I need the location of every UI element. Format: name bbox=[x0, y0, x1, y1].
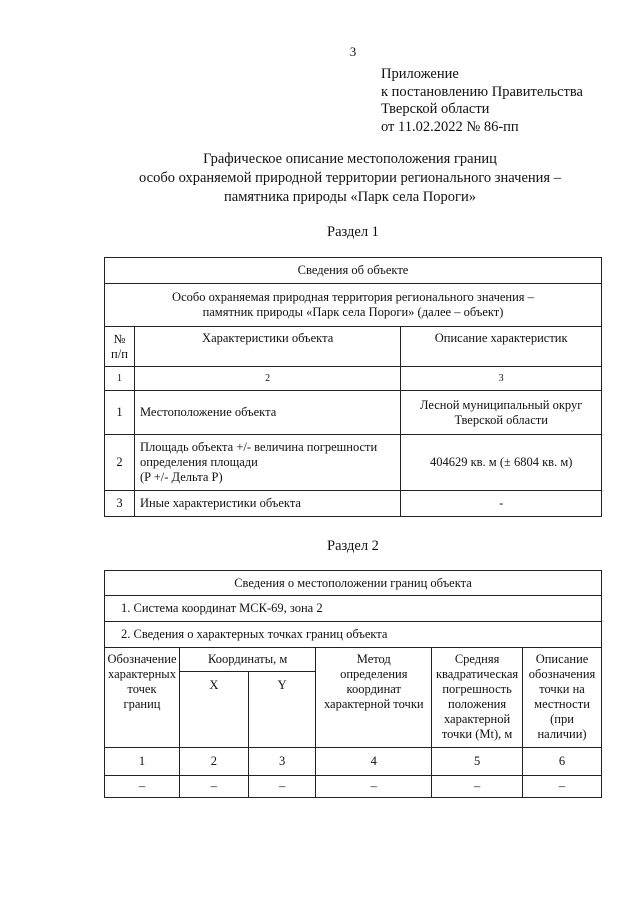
index-cell: 2 bbox=[134, 367, 400, 391]
cell-line: Тверской области bbox=[454, 412, 548, 427]
data-cell: – bbox=[179, 776, 248, 798]
section-1-heading: Раздел 1 bbox=[327, 224, 379, 240]
row-description bbox=[401, 391, 602, 435]
cell-line: точек bbox=[127, 682, 157, 696]
index-cell: 2 bbox=[179, 748, 248, 776]
row-description: - bbox=[401, 491, 602, 517]
column-header-method bbox=[316, 648, 432, 748]
cell-line: координат bbox=[346, 682, 401, 696]
appendix-line: Приложение bbox=[381, 66, 459, 82]
data-cell: – bbox=[432, 776, 523, 798]
cell-line: Средняя bbox=[454, 652, 500, 666]
title-line: особо охраняемой природной территории регионального значения – bbox=[139, 170, 561, 186]
column-header-characteristics: Характеристики объекта bbox=[134, 327, 400, 367]
row-num: 1 bbox=[105, 391, 135, 435]
row-description: 404629 кв. м (± 6804 кв. м) bbox=[401, 435, 602, 491]
appendix-line: Тверской области bbox=[381, 101, 490, 117]
cell-line: характерных bbox=[108, 667, 176, 681]
page-number: 3 bbox=[349, 44, 357, 59]
data-cell: – bbox=[248, 776, 316, 798]
document-title bbox=[100, 150, 600, 207]
cell-line: погрешность bbox=[442, 682, 512, 696]
cell-line: положения bbox=[448, 697, 507, 711]
row-num: 2 bbox=[105, 435, 135, 491]
cell-line: квадратическая bbox=[435, 667, 519, 681]
object-name-cell bbox=[105, 284, 602, 327]
cell-line: точки на bbox=[539, 682, 585, 696]
object-info-table bbox=[104, 257, 602, 517]
cell-line: характерной bbox=[443, 712, 511, 726]
cell-line: Лесной муниципальный округ bbox=[419, 397, 583, 412]
column-header-y: Y bbox=[248, 672, 316, 748]
row-characteristic bbox=[134, 435, 400, 491]
appendix-line: к постановлению Правительства bbox=[381, 83, 583, 100]
cell-line: характерной точки bbox=[323, 697, 424, 711]
cell-line: Особо охраняемая природная территория регионального значения – bbox=[172, 290, 534, 304]
title-line: Графическое описание местоположения границ bbox=[203, 151, 497, 167]
data-cell: – bbox=[316, 776, 432, 798]
data-cell: – bbox=[523, 776, 602, 798]
table-header: Сведения об объекте bbox=[105, 258, 602, 284]
cell-line: памятник природы «Парк села Пороги» (далее – объект) bbox=[202, 305, 504, 319]
column-header-description: Описание характеристик bbox=[401, 327, 602, 367]
index-cell: 3 bbox=[248, 748, 316, 776]
cell-line: границ bbox=[123, 697, 161, 711]
row-characteristic: Иные характеристики объекта bbox=[134, 491, 400, 517]
index-cell: 5 bbox=[432, 748, 523, 776]
column-header-error bbox=[432, 648, 523, 748]
data-cell: – bbox=[105, 776, 180, 798]
cell-line: Обозначение bbox=[107, 652, 177, 666]
row-characteristic: Местоположение объекта bbox=[134, 391, 400, 435]
cell-line: обозначения bbox=[528, 667, 596, 681]
cell-line: (P +/- Дельта P) bbox=[139, 470, 223, 484]
index-cell: 3 bbox=[401, 367, 602, 391]
column-header-location-description bbox=[523, 648, 602, 748]
cell-line: Метод bbox=[356, 652, 391, 666]
coordinate-system: 1. Система координат МСК-69, зона 2 bbox=[105, 596, 602, 622]
cell-line: точки (Mt), м bbox=[441, 727, 513, 741]
table-header: Сведения о местоположении границ объекта bbox=[105, 571, 602, 596]
cell-line: определения площади bbox=[139, 455, 258, 469]
index-cell: 1 bbox=[105, 748, 180, 776]
cell-line: Площадь объекта +/- величина погрешности bbox=[139, 440, 378, 454]
cell-line: наличии) bbox=[537, 727, 587, 741]
cell-line: № bbox=[113, 331, 126, 346]
cell-line: Описание bbox=[535, 652, 589, 666]
column-header-coordinates: Координаты, м bbox=[179, 648, 316, 672]
cell-line: определения bbox=[340, 667, 408, 681]
appendix-block bbox=[381, 66, 583, 136]
column-header-x: X bbox=[179, 672, 248, 748]
index-cell: 4 bbox=[316, 748, 432, 776]
cell-line: местности bbox=[534, 697, 590, 711]
index-cell: 1 bbox=[105, 367, 135, 391]
boundary-points-table bbox=[104, 570, 602, 798]
title-line: памятника природы «Парк села Пороги» bbox=[224, 189, 476, 205]
row-num: 3 bbox=[105, 491, 135, 517]
points-header: 2. Сведения о характерных точках границ объекта bbox=[105, 622, 602, 648]
section-2-heading: Раздел 2 bbox=[327, 538, 379, 554]
column-header-num bbox=[105, 327, 135, 367]
index-cell: 6 bbox=[523, 748, 602, 776]
column-header-designation bbox=[105, 648, 180, 748]
cell-line: п/п bbox=[111, 346, 128, 361]
appendix-line: от 11.02.2022 № 86-пп bbox=[381, 118, 519, 135]
cell-line: (при bbox=[550, 712, 574, 726]
